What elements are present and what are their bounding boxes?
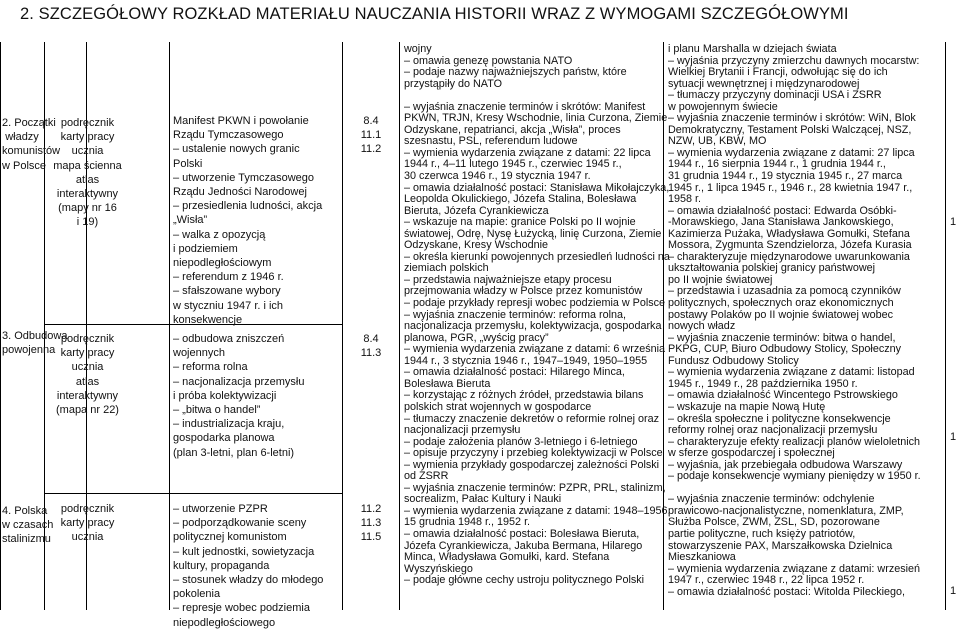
extended-requirement-line: – określa społeczne i polityczne konsekwencje — [668, 412, 891, 425]
extended-requirement-line: PKPG, CUP, Biuro Odbudowy Stolicy, Społeczny — [668, 343, 902, 356]
aids-line: podręcznik — [60, 503, 115, 515]
basic-requirements-cell — [404, 43, 671, 587]
content-line: – reforma rolna — [173, 361, 248, 374]
extended-requirement-line: – wyjaśnia, jak przebiegała odbudowa Warszawy — [668, 458, 903, 471]
ref-line: 11.5 — [360, 531, 382, 544]
content-line: – represje wobec podziemia — [173, 602, 310, 615]
content-line: Rządu Tymczasowego — [173, 129, 284, 142]
ref-line: 11.3 — [360, 517, 382, 530]
basic-requirement-line: – wymienia wydarzenia związane z datami: 6 września — [404, 343, 666, 356]
extended-requirement-line: – wymienia wydarzenia związane z datami: listopad — [668, 366, 915, 379]
extended-requirement-line: – wskazuje na mapie Nową Hutę — [668, 400, 826, 413]
content-line: gospodarka planowa — [173, 432, 275, 445]
basic-requirement-line: ziemiach polskich — [404, 262, 489, 275]
aids-cell — [45, 332, 130, 417]
topic-line: w Polsce — [2, 159, 47, 172]
extended-requirement-line: -Morawskiego, Jana Stanisława Jankowskiego, — [668, 216, 894, 229]
basic-requirement-line: – określa kierunki powojennych przesiedleń ludności na — [404, 250, 670, 263]
extended-requirement-line: 31 grudnia 1944 r., 19 stycznia 1945 r., 27 marca — [668, 170, 903, 183]
content-line: konsekwencje — [173, 313, 243, 326]
basic-requirement-line: – opisuje przyczyny i przebieg kolektywizacji w Polsce — [404, 447, 663, 460]
aids-line: atlas — [75, 375, 100, 388]
extended-requirement-line: stowarzyszenie PAX, Marszałkowska Dzielnica — [668, 539, 893, 552]
extended-requirement-line: reformy rolnej oraz nacjonalizacji przemysłu — [668, 424, 878, 437]
extended-requirement-line: po II wojnie światowej — [668, 273, 773, 286]
extended-requirement-line: 1945 r., 1949 r., 28 października 1950 r. — [668, 377, 858, 390]
basic-requirement-line: – wyjaśnia znaczenie terminów i skrótów: Manifest — [404, 100, 646, 113]
hours-cell: 1 — [949, 585, 957, 597]
aids-line: i 19) — [76, 216, 99, 229]
basic-requirement-line: wojny — [404, 43, 432, 55]
basic-requirement-line: – tłumaczy znaczenie dekretów o reformie rolnej oraz — [404, 412, 660, 425]
aids-line: karty pracy — [60, 347, 115, 360]
basic-requirement-line: od ZSRR — [404, 470, 449, 483]
extended-requirement-line: postawy Polaków po II wojnie światowej wobec — [668, 308, 894, 321]
aids-cell — [45, 502, 130, 545]
refs-cell — [343, 502, 399, 545]
topic-line: 3. Odbudowa — [2, 330, 68, 342]
aids-line: podręcznik — [60, 117, 115, 129]
content-line: – referendum z 1946 r. — [173, 271, 284, 284]
basic-requirement-line: – omawia genezę powstania NATO — [404, 54, 573, 67]
extended-requirement-line: – wyjaśnia znaczenie terminów: bitwa o handel, — [668, 331, 896, 344]
extended-requirement-line: i planu Marshalla w dziejach świata — [668, 43, 837, 55]
basic-requirement-line: – wskazuje na mapie: granice Polski po II wojnie — [404, 216, 636, 229]
column-divider — [663, 42, 664, 610]
basic-requirement-line: – wyjaśnia znaczenie terminów: PZPR, PRL, stalinizm, — [404, 481, 666, 494]
extended-requirement-line: prawicowo-nacjonalistyczne, nomenklatura, ZMP, — [668, 504, 904, 517]
basic-requirement-line: – podaje przykłady represji wobec podziemia w Polsce — [404, 297, 666, 310]
extended-requirement-line: – podaje konsekwencje wymiany pieniędzy w 1950 r. — [668, 470, 921, 483]
content-line: politycznej komunistom — [173, 531, 287, 544]
extended-requirement-line: – omawia działalność postaci: Witolda Pileckiego, — [668, 585, 906, 598]
aids-cell — [45, 116, 130, 230]
column-divider — [399, 42, 400, 610]
content-line: – nacjonalizacja przemysłu — [173, 375, 305, 388]
basic-requirement-line: Odzyskane, Kresy Wschodnie — [404, 239, 549, 252]
hours-cell: 1 — [949, 216, 957, 228]
extended-requirement-line: Demokratyczny, Testament Polski Walczącej, NSZ, — [668, 123, 912, 136]
content-line: Polski — [173, 157, 203, 170]
content-line: – stosunek władzy do młodego — [173, 574, 324, 587]
content-line: – utworzenie Tymczasowego — [173, 171, 315, 184]
aids-line: interaktywny — [56, 389, 119, 402]
ref-line: 8.4 — [363, 333, 379, 345]
ref-line: 8.4 — [363, 115, 379, 127]
topic-line: w czasach — [2, 519, 54, 532]
ref-line: 11.2 — [360, 143, 382, 156]
content-line: – odbudowa zniszczeń — [173, 333, 285, 345]
extended-requirement-line: – przedstawia i uzasadnia za pomocą czynników — [668, 285, 901, 298]
extended-requirement-line: – wyjaśnia znaczenie terminów i skrótów: WiN, Blok — [668, 112, 916, 125]
extended-requirement-line: 1958 r. — [668, 193, 702, 206]
extended-requirement-line: Mieszkaniowa — [668, 551, 736, 564]
basic-requirement-line: światowej, Odrę, Nysę Łużycką, linię Curzona, Ziemie — [404, 227, 662, 240]
extended-requirement-line: – charakteryzuje międzynarodowe uwarunkowania — [668, 250, 910, 263]
content-line: niepodległościowym — [173, 257, 272, 270]
basic-requirement-line: nacjonalizacja przemysłu, kolektywizacja, gospodarka — [404, 320, 662, 333]
content-line: wojennych — [173, 347, 225, 360]
basic-requirement-line: – wymienia wydarzenia związane z datami: 1948–1956, — [404, 504, 671, 517]
basic-requirement-line: Bolesława Bieruta — [404, 377, 491, 390]
basic-requirement-line: – podaje główne cechy ustroju politycznego Polski — [404, 574, 645, 587]
content-cell — [173, 114, 341, 327]
content-line: Manifest PKWN i powołanie — [173, 115, 309, 127]
basic-requirement-line: – omawia działalność postaci: Stanisława Mikołajczyka, — [404, 181, 670, 194]
content-cell — [173, 502, 341, 630]
extended-requirement-line: – wyjaśnia przyczyny zmierzchu dawnych mocarstw: — [668, 54, 920, 67]
extended-requirement-line: 1944 r., 16 sierpnia 1944 r., 1 grudnia 1944 r., — [668, 158, 886, 171]
topic-line: komunistów — [2, 145, 61, 158]
extended-requirement-line: w powojennym świecie — [668, 100, 778, 113]
basic-requirement-line: 1944 r., 4–11 lutego 1945 r., czerwiec 1945 r., — [404, 158, 622, 171]
content-line: – walka z opozycją — [173, 228, 266, 241]
extended-requirement-line: ukształtowania polskiej granicy państwowej — [668, 262, 876, 275]
topic-line: stalinizmu — [2, 533, 51, 546]
extended-requirements-cell — [668, 44, 944, 598]
extended-requirement-line: nowych władz — [668, 320, 736, 333]
content-line: pokolenia — [173, 588, 221, 601]
basic-requirement-line: – przedstawia najważniejsze etapy procesu — [404, 273, 612, 286]
content-line: – utworzenie PZPR — [173, 503, 268, 515]
ref-line: 11.1 — [360, 129, 382, 142]
basic-requirement-line — [404, 90, 662, 102]
extended-requirement-line: Mossora, Zygmunta Szendzielorza, Józefa Kurasia — [668, 239, 912, 252]
extended-requirement-line: politycznych, społecznych oraz ekonomicznych — [668, 297, 894, 310]
content-line: – „bitwa o handel” — [173, 404, 261, 417]
content-line: – przesiedlenia ludności, akcja — [173, 200, 323, 213]
aids-line: podręcznik — [60, 333, 115, 345]
aids-line: atlas — [75, 173, 100, 186]
basic-requirement-line: polskich strat wojennych w gospodarce — [404, 400, 592, 413]
content-line: kultury, propaganda — [173, 559, 270, 572]
basic-requirement-line: PKWN, TRJN, Kresy Wschodnie, linia Curzona, Ziemie — [404, 112, 668, 125]
basic-requirement-line: Wyszyńskiego — [404, 562, 473, 575]
extended-requirement-line: – wymienia wydarzenia związane z datami: wrzesień — [668, 562, 921, 575]
extended-requirement-line: Fundusz Odbudowy Stolicy — [668, 354, 799, 367]
ref-line: 11.2 — [360, 503, 382, 515]
content-line: – kult jednostki, sowietyzacja — [173, 545, 315, 558]
basic-requirement-line: 1944 r., 3 stycznia 1946 r., 1947–1949, 1950–1955 — [404, 354, 648, 367]
basic-requirement-line: – wymienia przykłady gospodarczej zależności Polski — [404, 458, 660, 471]
content-line: – industrializacja kraju, — [173, 418, 285, 431]
basic-requirement-line: – podaje założenia planów 3-letniego i 6-letniego — [404, 435, 638, 448]
aids-line: (mapa nr 22) — [56, 404, 119, 417]
table-border-left — [0, 42, 1, 610]
basic-requirement-line: – omawia działalność postaci: Bolesława Bieruta, — [404, 527, 640, 540]
page-title: 2. SZCZEGÓŁOWY ROZKŁAD MATERIAŁU NAUCZANIA HISTORII WRAZ Z WYMOGAMI SZCZEGÓŁOWYMI — [20, 5, 849, 23]
aids-line: ucznia — [71, 145, 104, 158]
extended-requirement-line: 1947 r., czerwiec 1948 r., 22 lipca 1952 r. — [668, 574, 865, 587]
basic-requirement-line: socrealizm, Pałac Kultury i Nauki — [404, 493, 562, 506]
content-cell — [173, 332, 341, 460]
topic-line: władzy — [5, 131, 39, 144]
refs-cell — [343, 332, 399, 360]
content-line: – sfałszowane wybory — [173, 285, 281, 298]
aids-line: karty pracy — [60, 517, 115, 530]
topic-cell — [2, 116, 61, 173]
aids-line: mapa ścienna — [53, 159, 122, 172]
topic-line: 4. Polska — [2, 505, 48, 517]
column-divider — [945, 42, 946, 610]
content-line: – podporządkowanie sceny — [173, 517, 307, 530]
extended-requirement-line: w sferze gospodarczej i społecznej — [668, 447, 835, 460]
ref-line: 11.3 — [360, 347, 382, 360]
extended-requirement-line: – wyjaśnia znaczenie terminów: odchylenie — [668, 493, 875, 506]
extended-requirement-line: – wymienia wydarzenia związane z datami: 27 lipca — [668, 146, 915, 159]
extended-requirement-line: – tłumaczy przyczyny dominacji USA i ZSRR — [668, 89, 882, 102]
extended-requirement-line: – omawia działalność postaci: Edwarda Osóbki- — [668, 204, 897, 217]
extended-requirement-line: – omawia działalność Wincentego Pstrowskiego — [668, 389, 898, 402]
topic-line: powojenna — [2, 344, 56, 357]
basic-requirement-line: szesnastu, PSL, referendum ludowe — [404, 135, 578, 148]
basic-requirement-line: planowa, PGR, „wyścig pracy” — [404, 331, 549, 344]
hours-cell: 1 — [949, 431, 957, 443]
content-line: i próba kolektywizacji — [173, 389, 277, 402]
column-divider — [169, 42, 170, 610]
content-line: w styczniu 1947 r. i ich — [173, 299, 284, 312]
basic-requirement-line: – omawia działalność postaci: Hilarego Minca, — [404, 366, 625, 379]
topic-line: 2. Początki — [2, 117, 56, 129]
aids-line: ucznia — [71, 531, 104, 544]
content-line: „Wisła” — [173, 214, 208, 227]
aids-line: karty pracy — [60, 131, 115, 144]
basic-requirement-line: Bieruta, Józefa Cyrankiewicza — [404, 204, 549, 217]
content-line: – ustalenie nowych granic — [173, 143, 300, 156]
extended-requirement-line: Służba Polsce, ZWM, ZSL, SD, pozorowane — [668, 516, 880, 529]
basic-requirement-line: – podaje nazwy najważniejszych państw, które — [404, 66, 627, 79]
content-line: Rządu Jedności Narodowej — [173, 186, 307, 199]
content-line: niepodległościowego — [173, 616, 276, 629]
basic-requirement-line: – wyjaśnia znaczenie terminów: reforma rolna, — [404, 308, 627, 321]
row-divider — [44, 493, 342, 494]
curriculum-table — [0, 42, 960, 629]
basic-requirement-line: 30 czerwca 1946 r., 19 stycznia 1947 r. — [404, 170, 591, 183]
topic-cell — [2, 329, 68, 357]
extended-requirement-line: partie polityczne, ruch księży patriotów, — [668, 527, 856, 540]
extended-requirement-line: – charakteryzuje efekty realizacji planów wieloletnich — [668, 435, 921, 448]
aids-line: (mapy nr 16 — [58, 202, 117, 215]
basic-requirement-line: nacjonalizacji przemysłu — [404, 424, 521, 437]
refs-cell — [343, 114, 399, 157]
aids-line: interaktywny — [56, 188, 119, 201]
basic-requirement-line: – wymienia wydarzenia związane z datami: 22 lipca — [404, 146, 651, 159]
content-line: i podziemiem — [173, 242, 238, 255]
extended-requirement-line: Kazimierza Pużaka, Władysława Gomułki, Stefana — [668, 227, 910, 240]
topic-cell — [2, 504, 54, 547]
basic-requirement-line: przejmowania władzy w Polsce przez komunistów — [404, 285, 643, 298]
aids-line: ucznia — [71, 361, 104, 374]
basic-requirement-line: przystąpiły do NATO — [404, 77, 503, 90]
extended-requirement-line: sytuacji wewnętrznej i międzynarodowej — [668, 77, 860, 90]
extended-requirement-line: 1945 r., 1 lipca 1945 r., 1946 r., 28 kwietnia 1947 r., — [668, 181, 913, 194]
basic-requirement-line: Odzyskane, repatrianci, akcja „Wisła”, proces — [404, 123, 621, 136]
basic-requirement-line: – korzystając z różnych źródeł, przedstawia bilans — [404, 389, 644, 402]
basic-requirement-line: Leopolda Okulickiego, Józefa Stalina, Bolesława — [404, 193, 637, 206]
content-line: (plan 3-letni, plan 6-letni) — [173, 446, 295, 459]
basic-requirement-line: Minca, Władysława Gomułki, kard. Stefana — [404, 551, 610, 564]
extended-requirement-line: NZW, UB, KBW, MO — [668, 135, 767, 148]
basic-requirement-line: Józefa Cyrankiewicza, Jakuba Bermana, Hilarego — [404, 539, 643, 552]
basic-requirement-line: 15 grudnia 1948 r., 1952 r. — [404, 516, 531, 529]
extended-requirement-line: Wielkiej Brytanii i Francji, odwołując się do ich — [668, 66, 888, 79]
